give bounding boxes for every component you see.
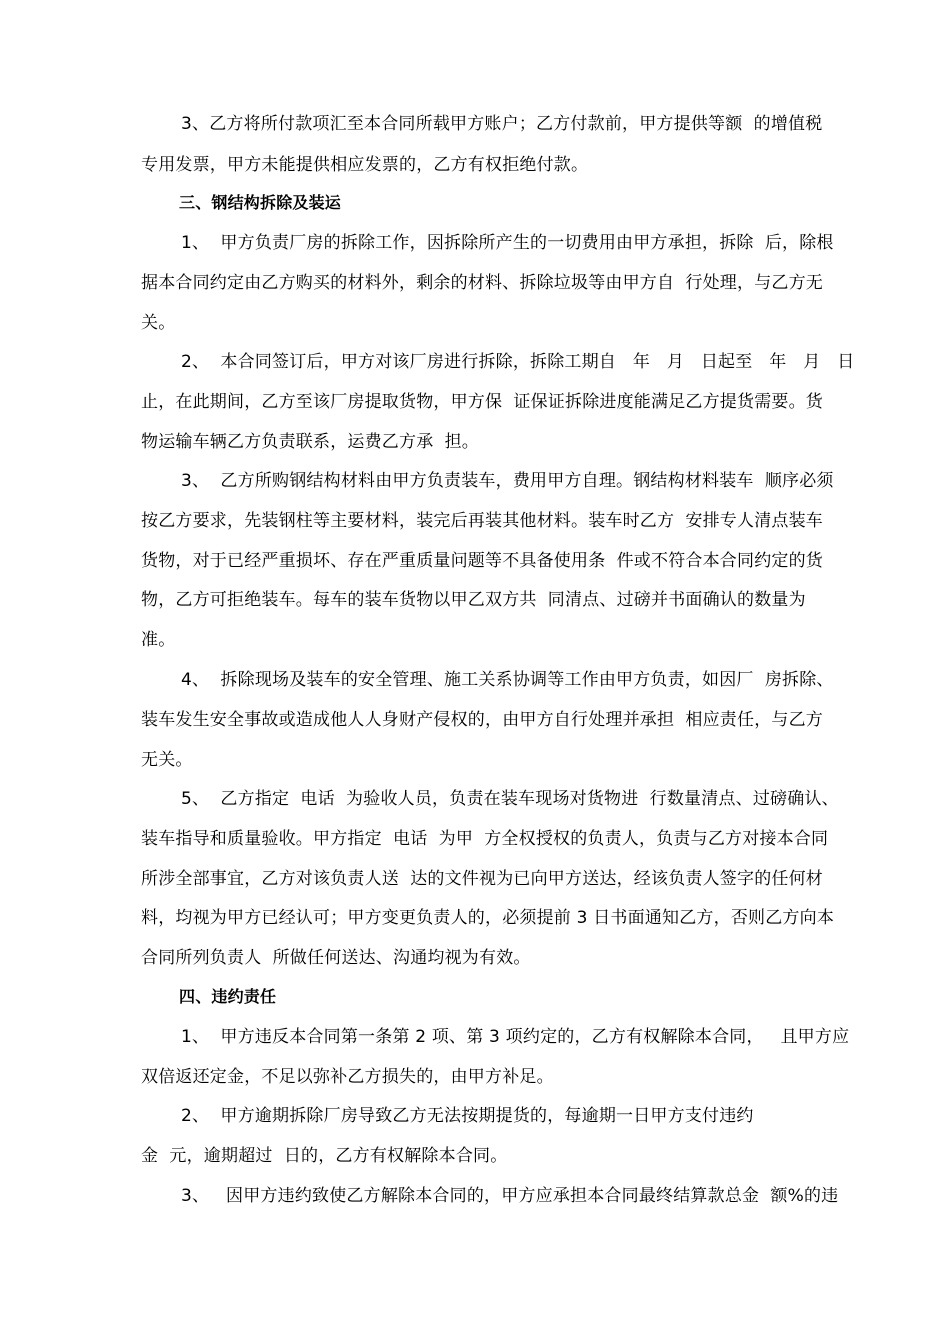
paragraph-line: 专用发票，甲方未能提供相应发票的，乙方有权拒绝付款。 [141,155,589,175]
paragraph-line: 物运输车辆乙方负责联系，运费乙方承 担。 [141,432,480,452]
paragraph-line: 货物，对于已经严重损坏、存在严重质量问题等不具备使用条 件或不符合本合同约定的货 [141,551,824,571]
paragraph-line: 料，均视为甲方已经认可；甲方变更负责人的，必须提前 3 日书面通知乙方，否则乙方向本 [141,908,835,928]
paragraph-line: 据本合同约定由乙方购买的材料外，剩余的材料、拆除垃圾等由甲方自 行处理，与乙方无 [141,273,824,293]
paragraph-line: 4、 拆除现场及装车的安全管理、施工关系协调等工作由甲方负责，如因厂 房拆除、 [181,670,834,690]
paragraph-line: 3、乙方将所付款项汇至本合同所载甲方账户；乙方付款前，甲方提供等额 的增值税 [181,114,823,134]
paragraph-line: 2、 甲方逾期拆除厂房导致乙方无法按期提货的，每逾期一日甲方支付违约 [181,1106,754,1126]
paragraph-line: 双倍返还定金，不足以弥补乙方损失的，由甲方补足。 [141,1067,554,1087]
paragraph-line: 按乙方要求，先装钢柱等主要材料，装完后再装其他材料。装车时乙方 安排专人清点装车 [141,511,824,531]
section-heading: 三、钢结构拆除及装运 [179,193,342,212]
paragraph-line: 1、 甲方负责厂房的拆除工作，因拆除所产生的一切费用由甲方承担，拆除 后，除根 [181,233,834,253]
paragraph-line: 准。 [141,630,176,650]
paragraph-line: 金 元，逾期超过 日的，乙方有权解除本合同。 [141,1146,508,1166]
paragraph-line: 2、 本合同签订后，甲方对该厂房进行拆除，拆除工期自 年 月 日起至 年 月 日 [181,352,855,372]
paragraph-line: 装车发生安全事故或造成他人人身财产侵权的，由甲方自行处理并承担 相应责任，与乙方 [141,710,824,730]
section-heading: 四、违约责任 [179,987,277,1006]
paragraph-line: 合同所列负责人 所做任何送达、沟通均视为有效。 [141,948,531,968]
paragraph-line: 1、 甲方违反本合同第一条第 2 项、第 3 项约定的，乙方有权解除本合同， 且甲方应 [181,1027,850,1047]
paragraph-line: 所涉全部事宜，乙方对该负责人送 达的文件视为已向甲方送达，经该负责人签字的任何材 [141,869,824,889]
paragraph-line: 3、 因甲方违约致使乙方解除本合同的，甲方应承担本合同最终结算款总金 额%的违 [181,1186,839,1206]
paragraph-line: 3、 乙方所购钢结构材料由甲方负责装车，费用甲方自理。钢结构材料装车 顺序必须 [181,471,834,491]
paragraph-line: 装车指导和质量验收。甲方指定 电话 为甲 方全权授权的负责人，负责与乙方对接本合同 [141,829,829,849]
paragraph-line: 止，在此期间，乙方至该厂房提取货物，甲方保 证保证拆除进度能满足乙方提货需要。货 [141,392,824,412]
paragraph-line: 无关。 [141,750,193,770]
paragraph-line: 关。 [141,313,176,333]
paragraph-line: 5、 乙方指定 电话 为验收人员，负责在装车现场对货物进 行数量清点、过磅确认、 [181,789,839,809]
paragraph-line: 物，乙方可拒绝装车。每车的装车货物以甲乙双方共 同清点、过磅并书面确认的数量为 [141,590,806,610]
